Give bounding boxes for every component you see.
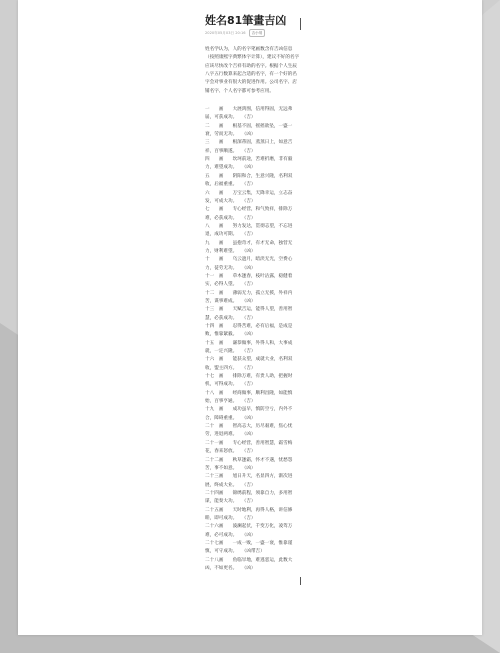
list-item: 三 画 根深蒂固，蒸蒸日上，如意吉祥，百事顺遂。 （吉） xyxy=(205,140,293,154)
list-item: 八 画 努力发达，贯彻志望，不忘进退，成功可期。 （吉） xyxy=(205,223,293,238)
author-badge[interactable]: 吉小易 xyxy=(249,29,266,37)
page-edge-mark xyxy=(300,577,301,585)
list-item: 五 画 阴阳和合，生意兴隆，名利双收，后福重重。 （吉） xyxy=(205,173,293,188)
page-edge-mark xyxy=(300,18,301,30)
article xyxy=(205,14,300,573)
article-date: 2020年05月03日 20:16 xyxy=(205,31,246,35)
list-item: 十九 画 成功虽早，慎防空亏，内外不合，障碍重重。 （凶） xyxy=(205,407,293,421)
list-item: 二十四画 锦绣前程，须靠自力，多用智谋，能奏大功。 （吉） xyxy=(205,490,293,505)
list-item: 十 画 乌云遮月，暗淡无光，空费心力，徒劳无功。 （凶） xyxy=(205,257,293,271)
list-item: 六 画 万宝云集，天降幸运，立志奋发，可成大功。 （吉） xyxy=(205,190,293,204)
list-item: 十二 画 薄弱无力，孤立无援，外祥内苦，谋事难成。 （凶） xyxy=(205,290,293,304)
list-item: 十八 画 经商做事，顺利昌隆，如能慎始，百事亨通。 （吉） xyxy=(205,390,293,405)
article-intro: 姓名学认为，人的名字笔画数含有吉凶信息（按照康熙字典繁体字计算），建议不好的名字应该尽快改个吉祥有助的名字。根据个人生辰八字五行数算来起合适的名字，有一个好的名字会对事业有很大的促进作用。公司名字、店铺名字、个人名字都可参考应用。 xyxy=(205,47,300,94)
list-item: 二 画 根基不固，摇摇欲坠，一盛一衰，劳而无功。 （凶） xyxy=(205,123,293,138)
list-item: 四 画 坎坷前途，苦难折磨，非有毅力，难望成功。 （凶） xyxy=(205,157,293,171)
list-item: 十一 画 草木逢春，枝叶沾露，稳健着实，必得人望。 （吉） xyxy=(205,273,293,288)
article-meta xyxy=(205,29,300,37)
list-item: 二十 画 智高志大，历尽艰难，焦心忧劳，进退两难。 （凶） xyxy=(205,424,293,438)
list-item: 二十六画 波澜起伏，千变万化，凌驾万难，必可成功。 （凶） xyxy=(205,524,293,538)
list-item: 十七 画 排除万难，有贵人助，把握时机，可得成功。 （吉） xyxy=(205,374,293,388)
list-item: 十六 画 能获众望，成就大业，名利双收，盟主四方。 （吉） xyxy=(205,357,293,371)
list-item: 一 画 大展鸿图，信用得固，无远弗届，可获成功。 （吉） xyxy=(205,107,293,121)
list-item: 十五 画 谦恭做事，外得人和，大事成就，一定兴隆。 （吉） xyxy=(205,340,293,355)
list-item: 二十一画 专心经营，善用智慧，霜雪梅花，春来怒放。 （吉） xyxy=(205,440,293,455)
list-item: 二十二画 秋草逢霜，怀才不遇，忧愁怨苦，事不如意。 （凶） xyxy=(205,457,293,471)
list-item: 二十五画 天时地利，再得人格，讲信修睦，即可成功。 （吉） xyxy=(205,507,293,521)
list-item: 二十七画 一成一败，一盛一衰，惟靠谨慎，可守成功。 （凶带吉） xyxy=(205,540,293,555)
list-item: 十四 画 忍得苦难，必有后福，是成是败，惟靠紧毅。 （凶） xyxy=(205,324,293,338)
list-item: 二十八画 鱼临旱地，难逃恶运，此数大凶，不如更名。 （凶） xyxy=(205,557,293,571)
list-item: 十三 画 天赋吉运，能得人望，善用智慧，必获成功。 （吉） xyxy=(205,307,293,321)
list-item: 二十三画 旭日升天，名显四方，渐次进展，终成大业。 （吉） xyxy=(205,474,293,488)
entry-list xyxy=(205,106,300,573)
article-title: 姓名81筆畫吉凶 xyxy=(205,14,287,27)
list-item: 七 画 专心经营，和气致祥，排除万难，必获成功。 （吉） xyxy=(205,207,293,221)
list-item: 九 画 虽抱奇才，有才无命，独营无力，财利难望。 （凶） xyxy=(205,240,293,254)
